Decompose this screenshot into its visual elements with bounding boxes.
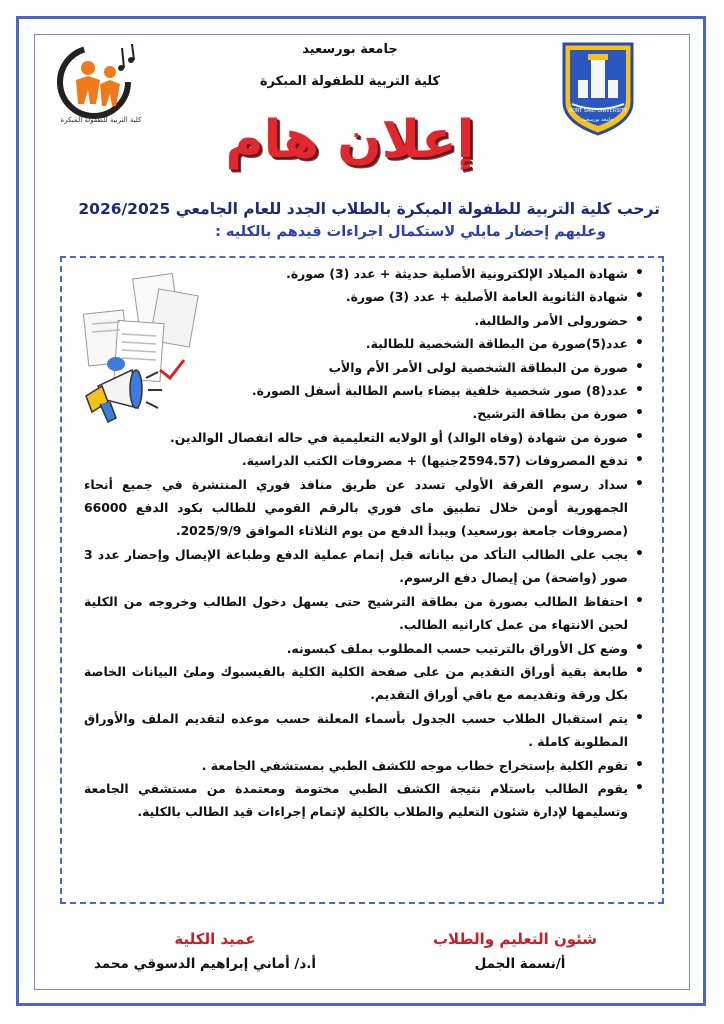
requirement-item: • صورة من بطاقة الترشيح.	[84, 402, 644, 425]
college-name: كلية التربية للطفولة المبكرة	[259, 74, 441, 89]
requirement-item: • سداد رسوم الفرقة الأولي تسدد عن طريق منافذ فوري المنتشرة في جميع أنحاء الجمهورية أومن خلال تطبيق ماى فوري بالرقم القومي للطالب بكود الدفع 66000 (مصروفات جامعة بورسعيد) ويبدأ الدفع من يوم الثلاثاء الموافق 2025/9/9.	[84, 473, 644, 543]
requirement-item: • يجب على الطالب التأكد من بياناته قبل إتمام عملية الدفع وطباعة الإيصال وإحضار عدد 3 صور (واضحة) من إيصال دفع الرسوم.	[84, 543, 644, 590]
requirement-item: • عدد(5)صورة من البطاقة الشخصية للطالبة.	[84, 332, 644, 355]
student-affairs-name: أ/نسمة الجمل	[474, 956, 566, 972]
requirement-item: • عدد(8) صور شخصية خلفية بيضاء باسم الطالبة أسفل الصورة.	[84, 379, 644, 402]
requirement-item: • شهادة الميلاد الإلكترونية الأصلية حديثة + عدد (3) صورة.	[84, 262, 644, 285]
requirement-item: • شهادة الثانوية العامة الأصلية + عدد (3) صورة.	[84, 285, 644, 308]
requirement-item: • صورة من شهادة (وفاه الوالد) أو الولايه التعليمية في حاله انفصال الوالدين.	[84, 426, 644, 449]
student-affairs-title: شئون التعليم والطلاب	[432, 930, 598, 948]
university-logo-text: PORT SAID UNIVERSITY	[569, 108, 627, 114]
requirement-item: • وضع كل الأوراق بالترتيب حسب المطلوب بملف كبسونه.	[84, 637, 644, 660]
requirement-item: • يتم استقبال الطلاب حسب الجدول بأسماء المعلنة حسب موعده لتقديم الملف والأوراق المطلوبة كاملة .	[84, 707, 644, 754]
university-name: جامعة بورسعيد	[302, 42, 398, 57]
requirement-item: • صورة من البطاقة الشخصية لولى الأمر الأم والأب	[84, 356, 644, 379]
requirement-item: • احتفاظ الطالب بصورة من بطاقة الترشيح حتى يسهل دخول الطالب وخروجه من الكلية لحين الانتهاء من عمل كارانيه الطالب.	[84, 590, 644, 637]
requirement-item: • تقوم الكلية بإستخراج خطاب موجه للكشف الطبي بمستشفي الجامعة .	[84, 754, 644, 777]
dean-title: عميد الكلية	[174, 930, 256, 948]
announcement-title: إعلان هام	[225, 110, 475, 170]
requirement-item: • يقوم الطالب باستلام نتيجة الكشف الطبي مختومة ومعتمدة من مستشفي الجامعة وتسليمها لإدارة شئون التعليم والطلاب بالكلية لإتمام إجراءات قيد الطالب بالكلية.	[84, 777, 644, 824]
requirement-item: • طابعة بقية أوراق التقديم من على صفحة الكلية الكلية بالفيسبوك وملئ البيانات الخاصة بكل ورقة وتقديمه مع باقي أوراق التقديم.	[84, 660, 644, 707]
requirement-item: • حضورولى الأمر والطالبة.	[84, 309, 644, 332]
requirements-list	[84, 262, 644, 824]
requirement-item: • تدفع المصروفات (2594.57جنيها) + مصروفات الكتب الدراسية.	[84, 449, 644, 472]
dean-name: أ.د/ أماني إبراهيم الدسوقي محمد	[93, 956, 317, 972]
instructions-intro: وعليهم إحضار مايلي لاستكمال اجراءات قيدهم بالكليه :	[215, 224, 606, 240]
university-logo-arabic: جامعة بورسعيد	[582, 117, 614, 123]
faculty-logo-caption: كلية التربية للطفولة المبكرة	[60, 116, 142, 124]
university-logo	[558, 40, 638, 136]
welcome-text: ترحب كلية التربية للطفولة المبكرة بالطلاب الجدد للعام الجامعي 2026/2025	[78, 200, 660, 218]
